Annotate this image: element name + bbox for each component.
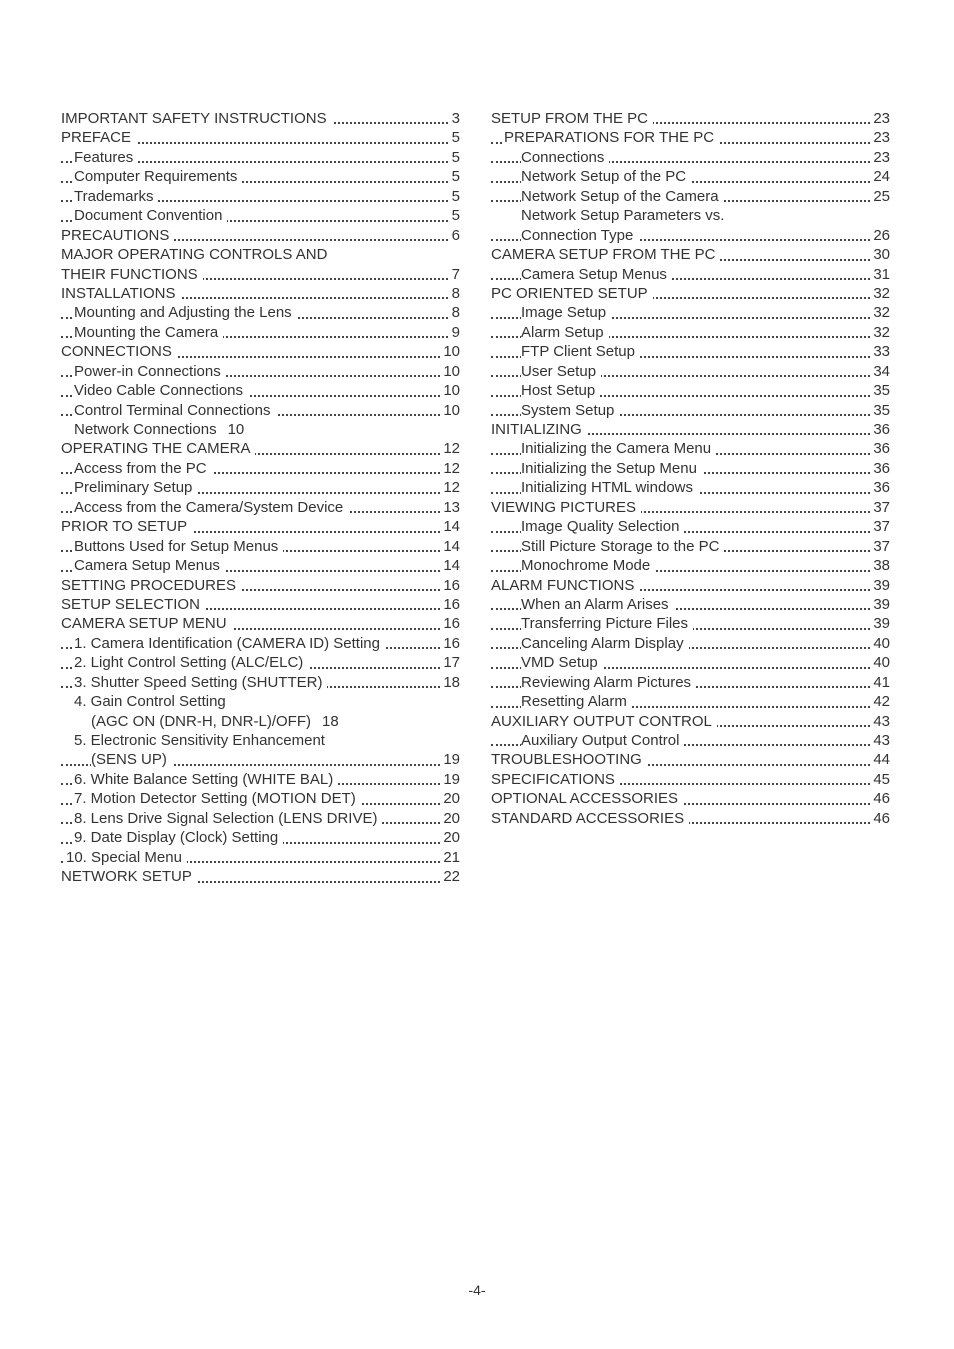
toc-entry-title: Reviewing Alarm Pictures <box>521 674 696 691</box>
toc-entry-title: Still Picture Storage to the PC <box>521 538 724 555</box>
toc-entry[interactable] <box>491 517 890 536</box>
toc-entry-title: Initializing HTML windows <box>521 479 698 496</box>
toc-entry-title: ALARM FUNCTIONS <box>491 577 639 594</box>
toc-entry-title: 4. Gain Control Setting <box>74 693 231 710</box>
toc-entry-page: 5 <box>449 187 460 206</box>
toc-entry[interactable] <box>491 420 890 439</box>
toc-entry-title: STANDARD ACCESSORIES <box>491 810 689 827</box>
toc-entry-page: 39 <box>870 595 890 614</box>
toc-entry-title: SETTING PROCEDURES <box>61 577 241 594</box>
toc-entry-page: 36 <box>870 478 890 497</box>
toc-entry-page: 5 <box>449 167 460 186</box>
toc-entry-title: Mounting and Adjusting the Lens <box>74 304 297 321</box>
toc-entry[interactable] <box>61 673 460 692</box>
toc-entry-page: 40 <box>870 653 890 672</box>
toc-entry-title: 5. Electronic Sensitivity Enhancement <box>74 732 330 749</box>
toc-entry-page: 8 <box>449 284 460 303</box>
toc-entry[interactable] <box>491 206 890 225</box>
toc-entry-page: 32 <box>870 323 890 342</box>
toc-entry-page: 12 <box>440 478 460 497</box>
toc-entry-page: 34 <box>870 362 890 381</box>
toc-entry[interactable] <box>61 109 460 128</box>
toc-entry-page: 40 <box>870 634 890 653</box>
toc-entry-title: 8. Lens Drive Signal Selection (LENS DRIVE) <box>74 810 382 827</box>
toc-entry-title: CONNECTIONS <box>61 343 177 360</box>
toc-entry[interactable] <box>61 459 460 478</box>
toc-entry[interactable] <box>61 517 460 536</box>
toc-entry[interactable] <box>61 634 460 653</box>
toc-entry-page: 22 <box>440 867 460 886</box>
toc-entry-page: 14 <box>440 556 460 575</box>
toc-entry[interactable] <box>491 439 890 458</box>
toc-entry-title: AUXILIARY OUTPUT CONTROL <box>491 713 717 730</box>
toc-entry-page: 20 <box>440 828 460 847</box>
toc-entry-page: 10 <box>440 342 460 361</box>
toc-entry-title: INSTALLATIONS <box>61 285 180 302</box>
toc-entry[interactable] <box>491 303 890 322</box>
toc-entry-page: 18 <box>321 712 339 730</box>
toc-entry-title: Alarm Setup <box>521 324 609 341</box>
toc-entry-page: 45 <box>870 770 890 789</box>
toc-left-column <box>61 109 460 887</box>
toc-entry[interactable] <box>61 848 460 867</box>
toc-entry-page: 3 <box>449 109 460 128</box>
toc-entry-page: 7 <box>449 265 460 284</box>
toc-entry-title: THEIR FUNCTIONS <box>61 266 203 283</box>
toc-entry-page: 32 <box>870 284 890 303</box>
toc-entry[interactable] <box>491 342 890 361</box>
toc-entry-title: Host Setup <box>521 382 600 399</box>
toc-entry-title: Resetting Alarm <box>521 693 632 710</box>
toc-entry-page: 46 <box>870 809 890 828</box>
toc-entry-title: Image Quality Selection <box>521 518 684 535</box>
toc-entry[interactable] <box>491 478 890 497</box>
toc-entry[interactable] <box>61 245 460 264</box>
page-number: -4- <box>468 1282 486 1298</box>
toc-entry[interactable] <box>61 537 460 556</box>
toc-entry-page: 5 <box>449 148 460 167</box>
toc-entry-page: 19 <box>440 750 460 769</box>
toc-entry-title: OPTIONAL ACCESSORIES <box>491 790 683 807</box>
toc-entry-page: 23 <box>870 109 890 128</box>
toc-entry[interactable] <box>491 692 890 711</box>
toc-entry-title: SETUP FROM THE PC <box>491 110 653 127</box>
toc-entry[interactable] <box>61 731 460 750</box>
toc-entry-page: 25 <box>870 187 890 206</box>
toc-entry-title: User Setup <box>521 363 601 380</box>
toc-entry[interactable] <box>61 167 460 186</box>
toc-entry[interactable] <box>491 284 890 303</box>
toc-entry-page: 16 <box>440 634 460 653</box>
toc-entry-title: Trademarks <box>74 188 158 205</box>
toc-entry-title: Network Setup of the Camera <box>521 188 724 205</box>
toc-entry[interactable] <box>61 809 460 828</box>
toc-entry-title: 10. Special Menu <box>66 849 187 866</box>
toc-entry-title: PRIOR TO SETUP <box>61 518 192 535</box>
toc-entry-page: 41 <box>870 673 890 692</box>
toc-entry-title: CAMERA SETUP MENU <box>61 615 232 632</box>
toc-entry-title: OPERATING THE CAMERA <box>61 440 255 457</box>
toc-entry-title: 9. Date Display (Clock) Setting <box>74 829 283 846</box>
toc-entry[interactable] <box>491 653 890 672</box>
toc-entry-page: 39 <box>870 576 890 595</box>
toc-entry[interactable] <box>61 576 460 595</box>
toc-entry[interactable] <box>61 381 460 400</box>
toc-entry-title: Monochrome Mode <box>521 557 655 574</box>
toc-entry[interactable] <box>491 167 890 186</box>
toc-entry[interactable] <box>61 478 460 497</box>
toc-entry-page: 10 <box>227 421 245 438</box>
toc-entry[interactable] <box>491 323 890 342</box>
toc-entry[interactable] <box>61 614 460 633</box>
toc-entry-page: 39 <box>870 614 890 633</box>
toc-entry-page: 10 <box>440 401 460 420</box>
toc-entry[interactable] <box>491 576 890 595</box>
toc-entry-page: 23 <box>870 128 890 147</box>
toc-entry-title: Connections <box>521 149 609 166</box>
toc-entry[interactable] <box>491 789 890 808</box>
toc-entry-page: 26 <box>870 226 890 245</box>
toc-entry[interactable] <box>491 673 890 692</box>
toc-entry-title: Buttons Used for Setup Menus <box>74 538 283 555</box>
toc-entry-page: 35 <box>870 401 890 420</box>
toc-entry[interactable] <box>491 265 890 284</box>
toc-entry-title: PREPARATIONS FOR THE PC <box>504 129 719 146</box>
toc-entry[interactable] <box>491 809 890 828</box>
toc-entry-page: 43 <box>870 731 890 750</box>
toc-entry[interactable] <box>491 128 890 147</box>
toc-entry-page: 32 <box>870 303 890 322</box>
toc-entry[interactable] <box>61 303 460 322</box>
toc-entry-title: Power-in Connections <box>74 363 226 380</box>
toc-entry-title: FTP Client Setup <box>521 343 640 360</box>
toc-entry-page: 24 <box>870 167 890 186</box>
toc-entry-title: CAMERA SETUP FROM THE PC <box>491 246 720 263</box>
toc-entry-title: Access from the PC <box>74 460 212 477</box>
toc-entry-title: Document Convention <box>74 207 227 224</box>
toc-entry-title: VMD Setup <box>521 654 603 671</box>
toc-entry[interactable] <box>491 187 890 206</box>
toc-entry[interactable] <box>61 770 460 789</box>
toc-entry[interactable] <box>61 323 460 342</box>
toc-entry[interactable] <box>61 420 460 439</box>
toc-entry-page: 18 <box>440 673 460 692</box>
toc-entry-title: Canceling Alarm Display <box>521 635 689 652</box>
toc-entry-title: Features <box>74 149 138 166</box>
toc-entry-page: 14 <box>440 517 460 536</box>
toc-entry[interactable] <box>491 712 890 731</box>
toc-entry[interactable] <box>61 712 460 731</box>
toc-entry-title: 7. Motion Detector Setting (MOTION DET) <box>74 790 361 807</box>
toc-entry-page: 44 <box>870 750 890 769</box>
toc-entry[interactable] <box>491 634 890 653</box>
toc-entry[interactable] <box>61 284 460 303</box>
toc-entry-title: Camera Setup Menus <box>521 266 672 283</box>
toc-entry-title: PRECAUTIONS <box>61 227 174 244</box>
toc-entry-title: 3. Shutter Speed Setting (SHUTTER) <box>74 674 327 691</box>
toc-entry-page: 37 <box>870 517 890 536</box>
toc-entry-title: 2. Light Control Setting (ALC/ELC) <box>74 654 308 671</box>
toc-entry-title: NETWORK SETUP <box>61 868 197 885</box>
toc-entry[interactable] <box>491 537 890 556</box>
toc-entry-page: 17 <box>440 653 460 672</box>
toc-entry-page: 16 <box>440 614 460 633</box>
toc-entry-page: 33 <box>870 342 890 361</box>
toc-entry-title: When an Alarm Arises <box>521 596 674 613</box>
toc-entry-title: 6. White Balance Setting (WHITE BAL) <box>74 771 338 788</box>
toc-entry[interactable] <box>491 148 890 167</box>
toc-entry-title: VIEWING PICTURES <box>491 499 641 516</box>
toc-entry-page: 8 <box>449 303 460 322</box>
toc-entry[interactable] <box>491 381 890 400</box>
toc-entry-title: Access from the Camera/System Device <box>74 499 348 516</box>
toc-entry[interactable] <box>491 109 890 128</box>
toc-entry[interactable] <box>61 362 460 381</box>
toc-entry-title: 1. Camera Identification (CAMERA ID) Setting <box>74 635 385 652</box>
toc-entry-title: Control Terminal Connections <box>74 402 276 419</box>
toc-entry[interactable] <box>61 206 460 225</box>
toc-entry[interactable] <box>61 148 460 167</box>
toc-entry[interactable] <box>61 439 460 458</box>
toc-entry-title: SPECIFICATIONS <box>491 771 620 788</box>
toc-entry-page: 10 <box>440 381 460 400</box>
toc-entry-title: Camera Setup Menus <box>74 557 225 574</box>
toc-entry-page: 16 <box>440 576 460 595</box>
toc-entry-page: 37 <box>870 537 890 556</box>
toc-entry-title: PREFACE <box>61 129 136 146</box>
toc-entry-page: 30 <box>870 245 890 264</box>
toc-entry-page: 20 <box>440 789 460 808</box>
toc-entry-page: 12 <box>440 439 460 458</box>
toc-entry-title: Network Setup Parameters vs. <box>521 207 729 224</box>
toc-entry-page: 13 <box>440 498 460 517</box>
toc-entry[interactable] <box>491 362 890 381</box>
toc-entry-title: MAJOR OPERATING CONTROLS AND <box>61 246 332 263</box>
toc-entry-page: 9 <box>449 323 460 342</box>
toc-entry-title: Image Setup <box>521 304 611 321</box>
toc-entry-page: 14 <box>440 537 460 556</box>
toc-entry[interactable] <box>491 595 890 614</box>
toc-entry-page: 20 <box>440 809 460 828</box>
toc-entry[interactable] <box>61 653 460 672</box>
toc-entry[interactable] <box>61 226 460 245</box>
toc-entry-title: Preliminary Setup <box>74 479 197 496</box>
toc-entry-page: 6 <box>449 226 460 245</box>
toc-entry-page: 23 <box>870 148 890 167</box>
toc-entry-page: 10 <box>440 362 460 381</box>
toc-entry[interactable] <box>491 731 890 750</box>
toc-entry[interactable] <box>491 401 890 420</box>
toc-entry-page: 43 <box>870 712 890 731</box>
toc-entry[interactable] <box>491 556 890 575</box>
toc-entry-page: 5 <box>449 128 460 147</box>
toc-entry[interactable] <box>491 770 890 789</box>
toc-entry-title: PC ORIENTED SETUP <box>491 285 653 302</box>
toc-entry-title: Connection Type <box>521 227 638 244</box>
toc-entry-page: 5 <box>449 206 460 225</box>
toc-entry[interactable] <box>491 750 890 769</box>
toc-entry-page: 19 <box>440 770 460 789</box>
toc-entry[interactable] <box>491 245 890 264</box>
toc-entry[interactable] <box>491 459 890 478</box>
toc-entry-page: 46 <box>870 789 890 808</box>
toc-entry-title: Network Connections <box>74 421 222 438</box>
toc-entry-title: System Setup <box>521 402 619 419</box>
toc-entry[interactable] <box>61 187 460 206</box>
toc-entry-title: (AGC ON (DNR-H, DNR-L)/OFF) <box>91 713 316 730</box>
toc-entry-title: Initializing the Setup Menu <box>521 460 702 477</box>
toc-entry-title: Video Cable Connections <box>74 382 248 399</box>
toc-entry-page: 16 <box>440 595 460 614</box>
toc-entry-title: Initializing the Camera Menu <box>521 440 716 457</box>
toc-entry[interactable] <box>61 265 460 284</box>
toc-entry[interactable] <box>61 498 460 517</box>
toc-entry-title: SETUP SELECTION <box>61 596 205 613</box>
toc-entry-page: 37 <box>870 498 890 517</box>
toc-entry-title: Computer Requirements <box>74 168 242 185</box>
toc-entry-page: 38 <box>870 556 890 575</box>
toc-entry-page: 36 <box>870 459 890 478</box>
toc-entry-title: Network Setup of the PC <box>521 168 691 185</box>
toc-right-column <box>491 109 890 828</box>
toc-entry-title: INITIALIZING <box>491 421 587 438</box>
toc-entry-title: (SENS UP) <box>91 751 172 768</box>
toc-entry-page: 42 <box>870 692 890 711</box>
toc-entry-page: 12 <box>440 459 460 478</box>
toc-entry-page: 36 <box>870 420 890 439</box>
toc-entry[interactable] <box>491 498 890 517</box>
toc-entry-title: Mounting the Camera <box>74 324 223 341</box>
toc-entry[interactable] <box>61 867 460 886</box>
toc-entry-page: 36 <box>870 439 890 458</box>
toc-entry-page: 35 <box>870 381 890 400</box>
toc-entry[interactable] <box>61 789 460 808</box>
toc-entry[interactable] <box>61 828 460 847</box>
toc-entry[interactable] <box>61 342 460 361</box>
toc-entry-title: Transferring Picture Files <box>521 615 693 632</box>
toc-entry-title: IMPORTANT SAFETY INSTRUCTIONS <box>61 110 332 127</box>
toc-entry[interactable] <box>61 750 460 769</box>
toc-entry[interactable] <box>61 128 460 147</box>
toc-entry[interactable] <box>491 226 890 245</box>
toc-entry[interactable] <box>61 556 460 575</box>
toc-entry[interactable] <box>61 692 460 711</box>
toc-entry[interactable] <box>491 614 890 633</box>
toc-entry-page: 31 <box>870 265 890 284</box>
toc-entry-title: Auxiliary Output Control <box>521 732 684 749</box>
toc-entry-page: 21 <box>440 848 460 867</box>
toc-entry[interactable] <box>61 595 460 614</box>
toc-entry[interactable] <box>61 401 460 420</box>
toc-entry-title: TROUBLESHOOTING <box>491 751 647 768</box>
